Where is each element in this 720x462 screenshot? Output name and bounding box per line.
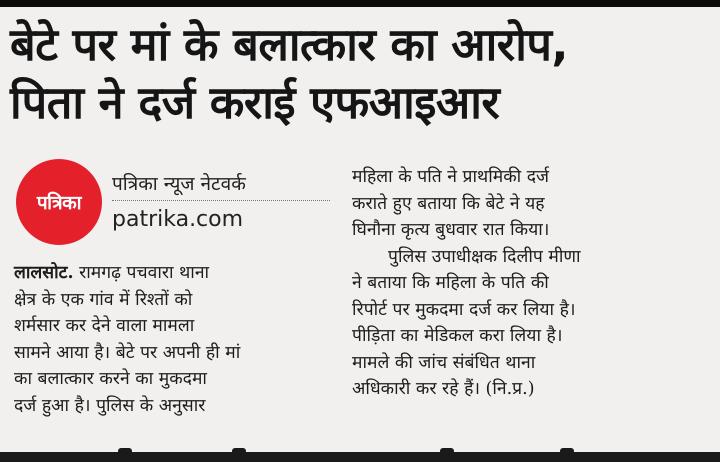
logo-text: पत्रिका xyxy=(36,192,82,214)
article-line xyxy=(14,260,339,287)
article-line: पीड़िता का मेडिकल करा लिया है। xyxy=(352,326,563,346)
article-line: पुलिस उपाधीक्षक दिलीप मीणा xyxy=(388,246,581,267)
article-line: कराते हुए बताया कि बेटे ने यह xyxy=(352,193,545,214)
byline xyxy=(112,170,330,232)
article-line-text: रामगढ़ पचवारा थाना xyxy=(73,263,210,283)
headline-line-2: पिता ने दर्ज कराई एफआइआर xyxy=(10,76,500,129)
article-line: ने बताया कि महिला के पति की xyxy=(352,273,549,293)
headline-line-1: बेटे पर मां के बलात्कार का आरोप, xyxy=(10,18,569,71)
article-line: का बलात्कार करने का मुकदमा xyxy=(14,369,207,389)
cropped-letter-top xyxy=(440,448,454,456)
top-edge-bar xyxy=(0,0,720,7)
cropped-letter-top xyxy=(560,448,574,456)
bottom-edge-bar xyxy=(0,452,720,462)
article-line: घिनौना कृत्य बुधवार रात किया। xyxy=(352,220,550,240)
cropped-letter-top xyxy=(118,448,132,456)
byline-website: patrika.com xyxy=(112,207,244,232)
cropped-letter-top xyxy=(232,448,246,456)
article-line: महिला के पति ने प्राथमिकी दर्ज xyxy=(352,167,550,187)
byline-network: पत्रिका न्यूज नेटवर्क xyxy=(112,170,330,201)
article-line: दर्ज हुआ है। पुलिस के अनुसार xyxy=(14,395,206,416)
dateline: लालसोट. xyxy=(14,263,74,283)
article-line: मामले की जांच संबंधित थाना xyxy=(352,352,536,373)
article-line: रिपोर्ट पर मुकदमा दर्ज कर लिया है। xyxy=(352,299,576,320)
article-left-column xyxy=(14,260,339,419)
article-right-column xyxy=(352,164,712,403)
article-line: सामने आया है। बेटे पर अपनी ही मां xyxy=(14,342,241,363)
article-line: अधिकारी कर रहे हैं। (नि.प्र.) xyxy=(352,379,535,399)
article-line: क्षेत्र के एक गांव में रिश्तों को xyxy=(14,289,193,310)
patrika-logo xyxy=(16,159,102,245)
headline xyxy=(10,16,710,132)
article-line: शर्मसार कर देने वाला मामला xyxy=(14,316,195,336)
